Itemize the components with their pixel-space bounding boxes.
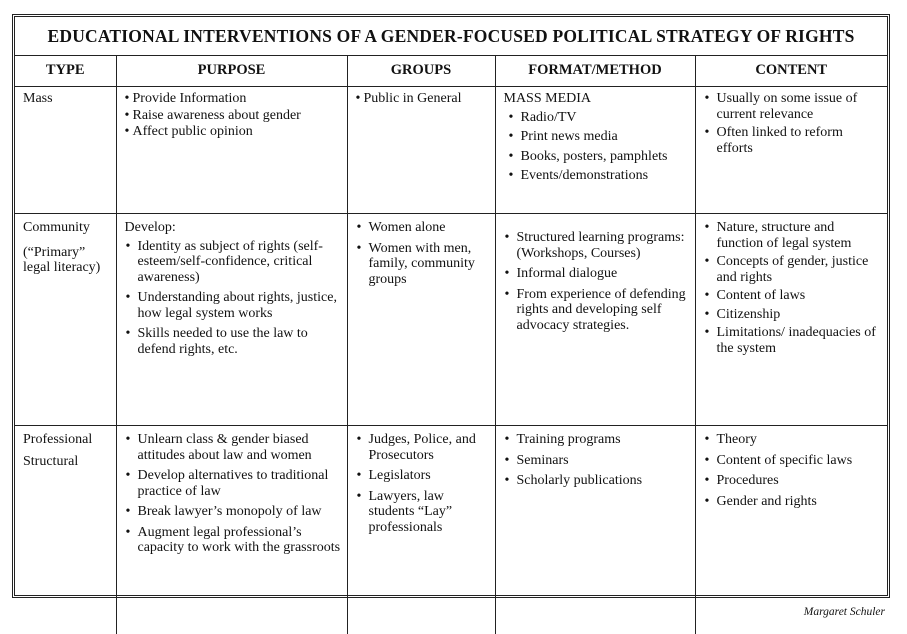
list-item: • Training programs bbox=[504, 432, 689, 448]
list-item: • Usually on some issue of current relevance bbox=[704, 91, 882, 122]
list-item: • Nature, structure and function of legal system bbox=[704, 220, 882, 251]
table-frame bbox=[12, 14, 890, 598]
list-item: • Concepts of gender, justice and rights bbox=[704, 254, 882, 285]
type-label: Professional bbox=[23, 432, 110, 448]
interventions-table bbox=[15, 56, 887, 634]
header-groups: GROUPS bbox=[347, 56, 495, 87]
cell-type bbox=[15, 87, 116, 214]
list-item: • Scholarly publications bbox=[504, 473, 689, 489]
list-item: • Skills needed to use the law to defend rights, etc. bbox=[125, 326, 341, 357]
list-item: • Limitations/ inadequacies of the system bbox=[704, 325, 882, 356]
header-format: FORMAT/METHOD bbox=[495, 56, 695, 87]
table-row-community bbox=[15, 214, 887, 426]
table-title: EDUCATIONAL INTERVENTIONS OF A GENDER-FOCUSED POLITICAL STRATEGY OF RIGHTS bbox=[15, 17, 887, 56]
list-item: • Understanding about rights, justice, how legal system works bbox=[125, 290, 341, 321]
header-purpose: PURPOSE bbox=[116, 56, 347, 87]
header-row bbox=[15, 56, 887, 87]
list-item: • Theory bbox=[704, 432, 882, 448]
cell-format bbox=[495, 214, 695, 426]
list-item: • Affect public opinion bbox=[125, 124, 341, 140]
list-item: • Raise awareness about gender bbox=[125, 108, 341, 124]
list-item: • Content of laws bbox=[704, 288, 882, 304]
list-item: • Women alone bbox=[356, 220, 489, 236]
list-item: • Structured learning programs: (Workshops, Courses) bbox=[504, 230, 689, 261]
list-item: • Events/demonstrations bbox=[508, 168, 689, 184]
cell-content bbox=[695, 426, 887, 634]
list-item: • Books, posters, pamphlets bbox=[508, 149, 689, 165]
type-sublabel: Structural bbox=[23, 454, 110, 470]
list-item: • Procedures bbox=[704, 473, 882, 489]
type-sublabel: (“Primary” legal literacy) bbox=[23, 245, 110, 276]
cell-content bbox=[695, 87, 887, 214]
cell-groups bbox=[347, 214, 495, 426]
list-item: • Judges, Police, and Prosecutors bbox=[356, 432, 489, 463]
list-item: • Legislators bbox=[356, 468, 489, 484]
cell-format bbox=[495, 426, 695, 634]
purpose-intro: Develop: bbox=[125, 220, 341, 236]
cell-purpose bbox=[116, 214, 347, 426]
list-item: • Break lawyer’s monopoly of law bbox=[125, 504, 341, 520]
list-item: • Unlearn class & gender biased attitudes about law and women bbox=[125, 432, 341, 463]
type-label: Mass bbox=[23, 91, 110, 107]
list-item: • Public in General bbox=[356, 91, 489, 107]
author-credit: Margaret Schuler bbox=[804, 606, 885, 618]
header-type: TYPE bbox=[15, 56, 116, 87]
cell-purpose bbox=[116, 426, 347, 634]
list-item: • Develop alternatives to traditional practice of law bbox=[125, 468, 341, 499]
cell-format bbox=[495, 87, 695, 214]
cell-content bbox=[695, 214, 887, 426]
cell-purpose bbox=[116, 87, 347, 214]
format-intro: MASS MEDIA bbox=[504, 91, 689, 107]
list-item: • Print news media bbox=[508, 129, 689, 145]
list-item: • From experience of defending rights and developing self advocacy strategies. bbox=[504, 287, 689, 334]
list-item: • Lawyers, law students “Lay” professionals bbox=[356, 489, 489, 536]
list-item: • Identity as subject of rights (self-esteem/self-confidence, critical awareness) bbox=[125, 239, 341, 286]
list-item: • Radio/TV bbox=[508, 110, 689, 126]
list-item: • Provide Information bbox=[125, 91, 341, 107]
list-item: • Often linked to reform efforts bbox=[704, 125, 882, 156]
cell-type bbox=[15, 214, 116, 426]
table-row-professional bbox=[15, 426, 887, 634]
header-content: CONTENT bbox=[695, 56, 887, 87]
list-item: • Augment legal professional’s capacity to work with the grassroots bbox=[125, 525, 341, 556]
cell-groups bbox=[347, 87, 495, 214]
cell-groups bbox=[347, 426, 495, 634]
table-row-mass bbox=[15, 87, 887, 214]
list-item: • Gender and rights bbox=[704, 494, 882, 510]
list-item: • Informal dialogue bbox=[504, 266, 689, 282]
list-item: • Content of specific laws bbox=[704, 453, 882, 469]
type-label: Community bbox=[23, 220, 110, 236]
list-item: • Citizenship bbox=[704, 307, 882, 323]
list-item: • Women with men, family, community groups bbox=[356, 241, 489, 288]
list-item: • Seminars bbox=[504, 453, 689, 469]
cell-type bbox=[15, 426, 116, 634]
